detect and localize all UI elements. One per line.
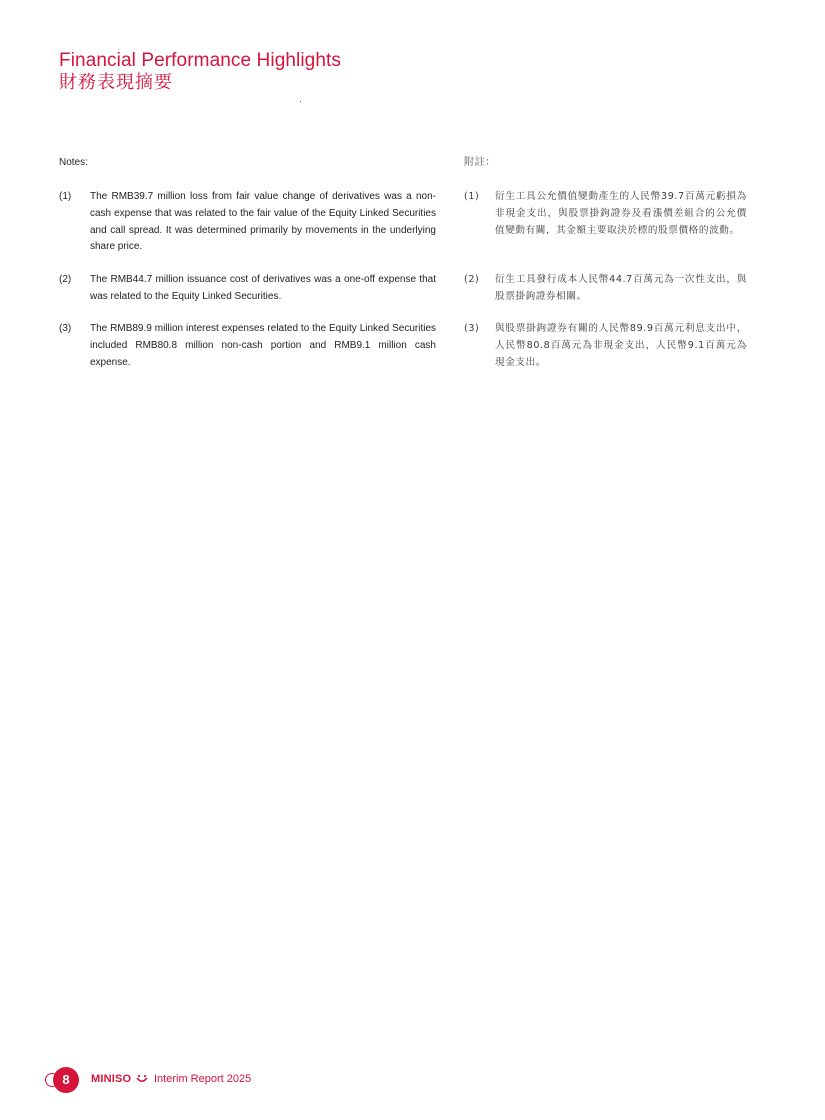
note-item-english <box>59 189 436 256</box>
note-item-english <box>59 272 436 306</box>
note-item-chinese <box>464 321 747 371</box>
note-text: 衍生工具發行成本人民幣44.7百萬元為一次性支出，與股票掛鉤證券相關。 <box>495 274 747 302</box>
miniso-smile-logo-icon <box>136 1072 148 1086</box>
note-number: (3) <box>464 323 480 334</box>
note-text: The RMB44.7 million issuance cost of derivatives was a one-off expense that was related to the Equity Linked Securities. <box>90 274 436 302</box>
note-number: (1) <box>59 191 72 202</box>
note-text: 衍生工具公允價值變動產生的人民幣39.7百萬元虧損為非現金支出，與股票掛鉤證券及看漲價差組合的公允價值變動有關，其金額主要取決於標的股票價格的波動。 <box>495 191 747 236</box>
page-title-chinese: 財務表現摘要 <box>59 72 173 93</box>
note-number: (2) <box>464 274 480 285</box>
note-number: (3) <box>59 323 72 334</box>
note-item-chinese <box>464 189 747 239</box>
decorative-dot <box>300 101 301 102</box>
note-text: 與股票掛鉤證券有關的人民幣89.9百萬元利息支出中，人民幣80.8百萬元為非現金支出，人民幣9.1百萬元為現金支出。 <box>495 323 747 368</box>
footer-report-title: Interim Report 2025 <box>154 1073 252 1085</box>
notes-english-column <box>59 155 436 368</box>
note-text: The RMB39.7 million loss from fair value change of derivatives was a non-cash expense that was related to the fair value of the Equity Linked Securities and call spread. It was determined primarily by movements in the underlying share price. <box>90 191 436 253</box>
note-item-english <box>59 321 436 371</box>
page-title <box>59 50 341 94</box>
notes-chinese-column <box>464 155 747 368</box>
page-title-english: Financial Performance Highlights <box>59 50 341 71</box>
footer-brand: MINISO <box>91 1073 132 1085</box>
note-number: (1) <box>464 191 480 202</box>
notes-heading-chinese: 附註： <box>464 157 496 168</box>
note-text: The RMB89.9 million interest expenses related to the Equity Linked Securities included RMB80.8 million non-cash portion and RMB9.1 million cash expense. <box>90 323 436 368</box>
notes-heading-english: Notes: <box>59 157 88 168</box>
note-item-chinese <box>464 272 747 306</box>
note-number: (2) <box>59 274 72 285</box>
page-number-badge: 8 <box>53 1067 79 1093</box>
